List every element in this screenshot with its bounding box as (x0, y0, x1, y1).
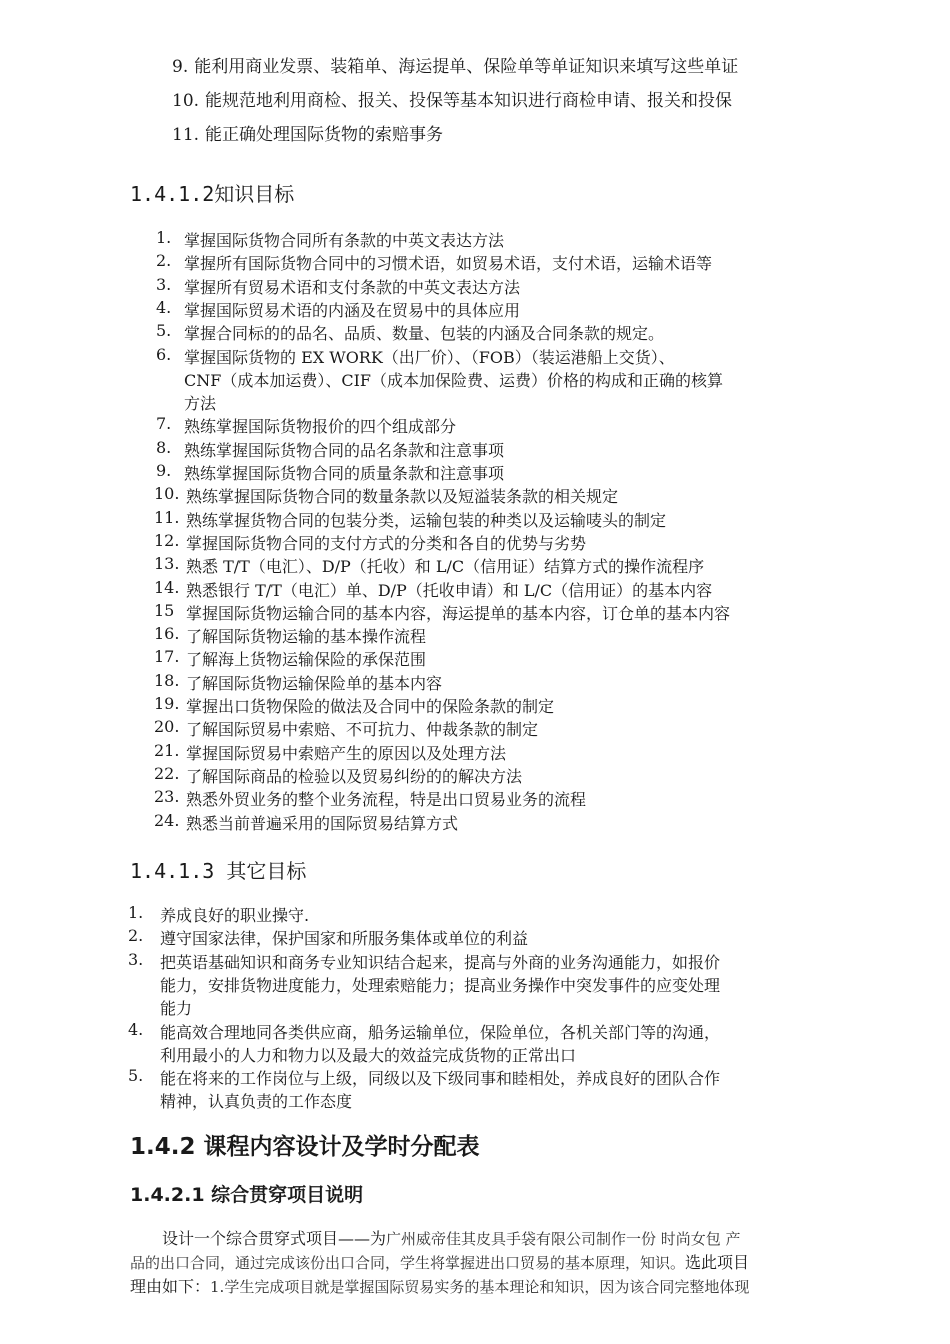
item-text: 能力 (160, 999, 193, 1019)
item-number: 2. (128, 926, 144, 946)
item-number: 21. (154, 740, 180, 760)
item-text: 熟练掌握国际货物合同的品名条款和注意事项 (184, 440, 505, 460)
item-number: 11. (172, 125, 200, 145)
item-text: 能利用商业发票、装箱单、海运提单、保险单等单证知识来填写这些单证 (194, 57, 739, 77)
item-number: 11. (154, 507, 180, 527)
item-number: 8. (156, 437, 172, 457)
item-text: 掌握所有国际货物合同中的习惯术语，如贸易术语，支付术语，运输术语等 (184, 254, 713, 274)
item-number: 13. (154, 554, 180, 574)
project-paragraph-line-1 (162, 1226, 741, 1249)
item-text: 掌握国际货物合同的支付方式的分类和各自的优势与劣势 (186, 533, 587, 553)
item-text: 能正确处理国际货物的索赔事务 (205, 125, 444, 145)
item-number: 18. (154, 670, 180, 690)
item-number: 19. (154, 694, 180, 713)
item-text: 了解国际商品的检验以及贸易纠纷的的解决方法 (186, 766, 523, 786)
item-text: 能高效合理地同各类供应商，船务运输单位，保险单位，各机关部门等的沟通， (160, 1022, 721, 1042)
item-number: 23. (154, 787, 180, 807)
item-number: 15 (154, 600, 175, 620)
item-number: 16. (154, 624, 180, 644)
item-text: 熟悉外贸业务的整个业务流程，特是出口贸易业务的流程 (186, 790, 587, 810)
item-number: 7. (156, 414, 172, 434)
item-text: 掌握合同标的的品名、品质、数量、包装的内涵及合同条款的规定。 (184, 324, 665, 344)
item-text: 方法 (184, 394, 217, 414)
paragraph-text-small: 品的出口合同，通过完成该份出口合同，学生将掌握进出口贸易的基本原理，知识。 (130, 1254, 686, 1272)
item-text: 了解海上货物运输保险的承保范围 (186, 650, 427, 670)
paragraph-text: 选此项目 (685, 1253, 750, 1272)
item-number: 14. (154, 577, 180, 597)
item-number: 3. (156, 274, 172, 294)
item-text: 熟悉 T/T（电汇）、D/P（托收）和 L/C（信用证）结算方式的操作流程序 (186, 557, 705, 577)
skill-item (172, 120, 443, 145)
section-heading-knowledge: 1.4.1.2知识目标 (130, 182, 295, 206)
item-number: 9. (172, 57, 189, 77)
item-text: CNF（成本加运费）、CIF（成本加保险费、运费）价格的构成和正确的核算 (184, 370, 724, 390)
item-text: 精神，认真负责的工作态度 (160, 1092, 353, 1112)
item-text: 掌握出口货物保险的做法及合同中的保险条款的制定 (186, 697, 555, 716)
item-text: 能力，安排货物进度能力，处理索赔能力；提高业务操作中突发事件的应变处理 (160, 975, 721, 995)
item-number: 1. (128, 903, 144, 922)
item-text: 能规范地利用商检、报关、投保等基本知识进行商检申请、报关和投保 (205, 91, 733, 111)
item-number: 10. (154, 484, 180, 504)
item-number: 2. (156, 251, 172, 271)
item-text: 掌握国际货物合同所有条款的中英文表达方法 (184, 231, 505, 250)
item-text: 熟练掌握国际货物报价的四个组成部分 (184, 417, 457, 437)
item-text: 养成良好的职业操守. (160, 906, 310, 925)
item-number: 5. (128, 1066, 144, 1086)
item-number: 20. (154, 717, 180, 737)
item-text: 熟练掌握国际货物合同的数量条款以及短溢装条款的相关规定 (186, 487, 619, 507)
item-text: 掌握国际货物的 EX WORK（出厂价）、（FOB）（装运港船上交货）、 (184, 347, 675, 367)
paragraph-text-small: 广州威帝佳其皮具手袋有限公司制作一份 时尚女包 产 (386, 1230, 741, 1248)
item-text: 掌握国际贸易中索赔产生的原因以及处理方法 (186, 743, 507, 763)
item-number: 22. (154, 763, 180, 783)
item-text: 了解国际货物运输的基本操作流程 (186, 627, 427, 647)
item-number: 6. (156, 344, 172, 364)
project-paragraph-line-3 (130, 1274, 749, 1297)
item-text: 熟悉银行 T/T（电汇）单、D/P（托收申请）和 L/C（信用证）的基本内容 (186, 580, 713, 600)
item-number: 4. (128, 1019, 144, 1039)
skill-item (172, 86, 732, 111)
item-number: 1. (156, 228, 172, 247)
section-heading-course: 1.4.2 课程内容设计及学时分配表 (130, 1134, 480, 1160)
project-paragraph-line-2 (130, 1250, 749, 1273)
item-number: 12. (154, 530, 180, 550)
item-number: 4. (156, 297, 172, 317)
item-number: 10. (172, 91, 200, 111)
paragraph-text-small: 1.学生完成项目就是掌握国际贸易实务的基本理论和知识，因为该合同完整地体现 (210, 1278, 750, 1296)
item-number: 3. (128, 949, 144, 969)
item-text: 了解国际货物运输保险单的基本内容 (186, 673, 443, 693)
item-text: 掌握国际贸易术语的内涵及在贸易中的具体应用 (184, 300, 521, 320)
item-number: 17. (154, 647, 180, 667)
item-text: 熟悉当前普遍采用的国际贸易结算方式 (186, 813, 459, 833)
item-text: 了解国际贸易中索赔、不可抗力、仲裁条款的制定 (186, 720, 539, 740)
item-text: 遵守国家法律，保护国家和所服务集体或单位的利益 (160, 929, 529, 949)
item-text: 利用最小的人力和物力以及最大的效益完成货物的正常出口 (160, 1045, 577, 1065)
paragraph-text: 设计一个综合贯穿式项目——为 (162, 1229, 387, 1248)
section-heading-other: 1.4.1.3 其它目标 (130, 859, 307, 883)
skill-item (172, 52, 738, 77)
item-text: 熟练掌握国际货物合同的质量条款和注意事项 (184, 464, 505, 483)
item-number: 24. (154, 810, 180, 830)
item-text: 掌握国际货物运输合同的基本内容，海运提单的基本内容，订仓单的基本内容 (186, 603, 731, 623)
item-number: 5. (156, 321, 172, 341)
item-text: 熟练掌握货物合同的包装分类，运输包装的种类以及运输唛头的制定 (186, 510, 667, 530)
item-number: 9. (156, 461, 172, 480)
item-text: 能在将来的工作岗位与上级，同级以及下级同事和睦相处，养成良好的团队合作 (160, 1069, 721, 1089)
item-text: 掌握所有贸易术语和支付条款的中英文表达方法 (184, 277, 521, 297)
paragraph-text: 理由如下： (130, 1277, 211, 1296)
item-text: 把英语基础知识和商务专业知识结合起来，提高与外商的业务沟通能力，如报价 (160, 952, 721, 972)
section-heading-project: 1.4.2.1 综合贯穿项目说明 (130, 1184, 364, 1206)
